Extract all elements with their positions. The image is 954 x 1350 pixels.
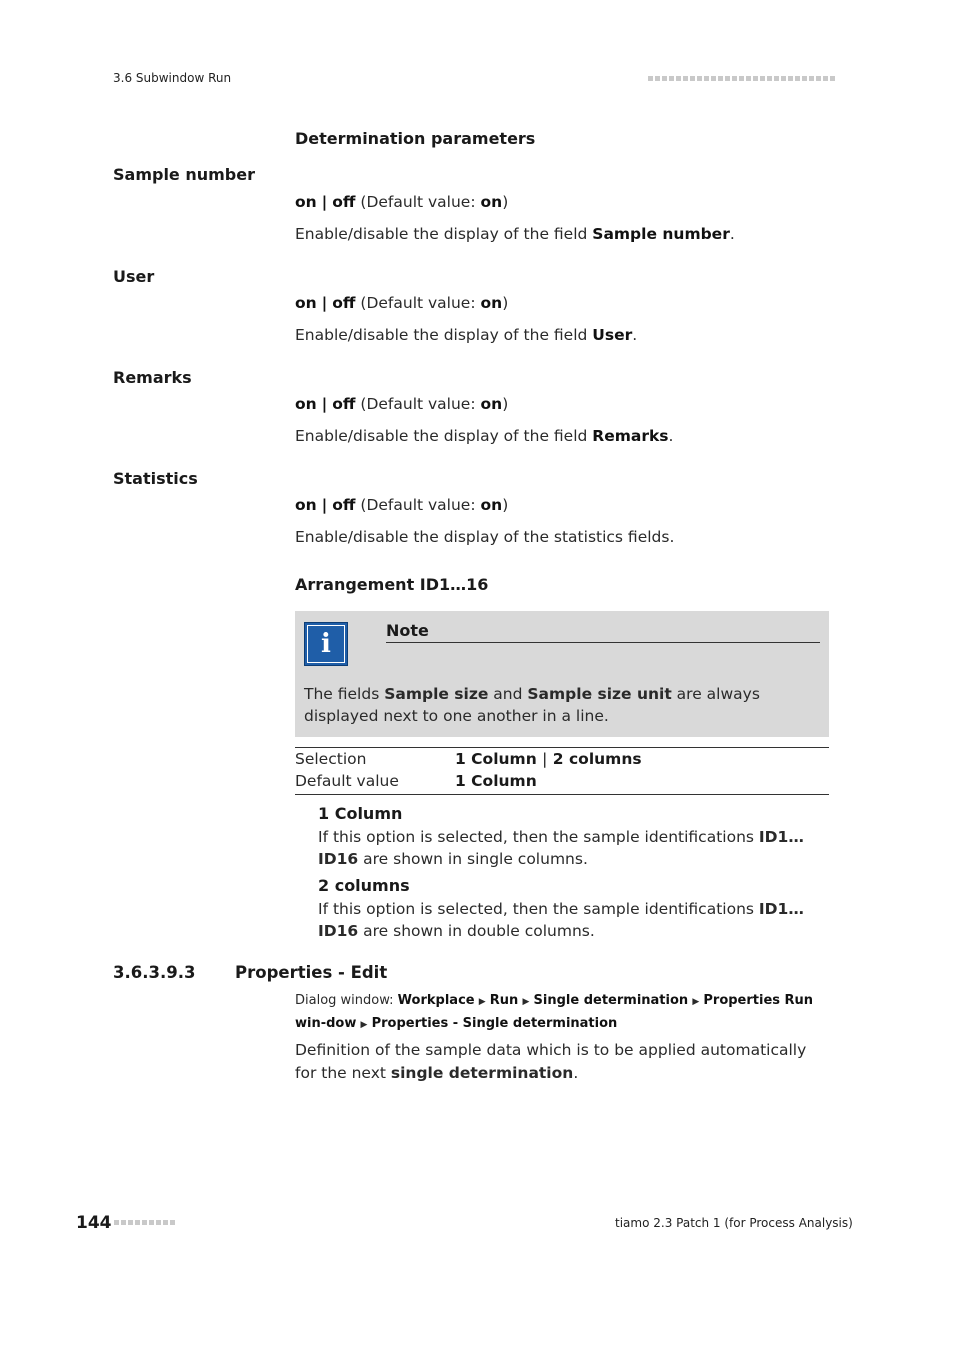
note-divider <box>386 642 820 643</box>
param-desc-statistics: Enable/disable the display of the statistics fields. <box>295 528 675 546</box>
param-values-statistics: on | off (Default value: on) <box>295 496 509 514</box>
param-desc-user: Enable/disable the display of the field User. <box>295 326 638 344</box>
subheading-arrangement: Arrangement ID1…16 <box>295 575 489 594</box>
table-value-default: 1 Column <box>455 772 537 790</box>
note-box <box>295 611 829 737</box>
option-title-2-columns: 2 columns <box>318 876 410 895</box>
path-arrow-icon: ▶ <box>522 997 530 1007</box>
param-values-remarks: on | off (Default value: on) <box>295 395 509 413</box>
section-number: 3.6.3.9.3 <box>113 963 196 982</box>
note-text: The fields Sample size and Sample size unit are always displayed next to one another in a line. <box>304 685 760 725</box>
selection-table <box>295 747 829 795</box>
running-header: 3.6 Subwindow Run <box>113 71 232 85</box>
param-term-sample-number: Sample number <box>113 165 255 184</box>
option-title-1-column: 1 Column <box>318 804 403 823</box>
page-number: 144 <box>76 1213 112 1233</box>
param-term-user: User <box>113 267 155 286</box>
table-label-selection: Selection <box>295 750 367 768</box>
subheading-determination-parameters: Determination parameters <box>295 129 536 148</box>
param-term-remarks: Remarks <box>113 368 192 387</box>
table-value-selection: 1 Column | 2 columns <box>455 750 642 768</box>
footer-dots-decoration <box>114 1220 175 1225</box>
path-arrow-icon: ▶ <box>692 997 700 1007</box>
param-desc-remarks: Enable/disable the display of the field Remarks. <box>295 427 674 445</box>
param-values-user: on | off (Default value: on) <box>295 294 509 312</box>
param-values-sample-number: on | off (Default value: on) <box>295 193 509 211</box>
info-icon-glyph: i <box>307 625 345 663</box>
dialog-path: Dialog window: Workplace ▶ Run ▶ Single determination ▶ Properties Run win-dow ▶ Properties - Single determination <box>295 993 814 1031</box>
path-arrow-icon: ▶ <box>478 997 486 1007</box>
path-arrow-icon: ▶ <box>360 1020 368 1030</box>
section-title: Properties - Edit <box>235 963 388 982</box>
option-desc-1-column: If this option is selected, then the sample identifications ID1…ID16 are shown in single columns. <box>318 828 804 868</box>
info-icon <box>304 622 348 666</box>
param-term-statistics: Statistics <box>113 469 198 488</box>
table-label-default: Default value <box>295 772 399 790</box>
option-desc-2-columns: If this option is selected, then the sample identifications ID1…ID16 are shown in double columns. <box>318 900 804 940</box>
footer-product: tiamo 2.3 Patch 1 (for Process Analysis) <box>615 1216 853 1230</box>
param-desc-sample-number: Enable/disable the display of the field Sample number. <box>295 225 735 243</box>
header-dots-decoration <box>648 76 835 81</box>
section-definition: Definition of the sample data which is to be applied automatically for the next single determination. <box>295 1041 807 1082</box>
note-title: Note <box>386 621 429 640</box>
